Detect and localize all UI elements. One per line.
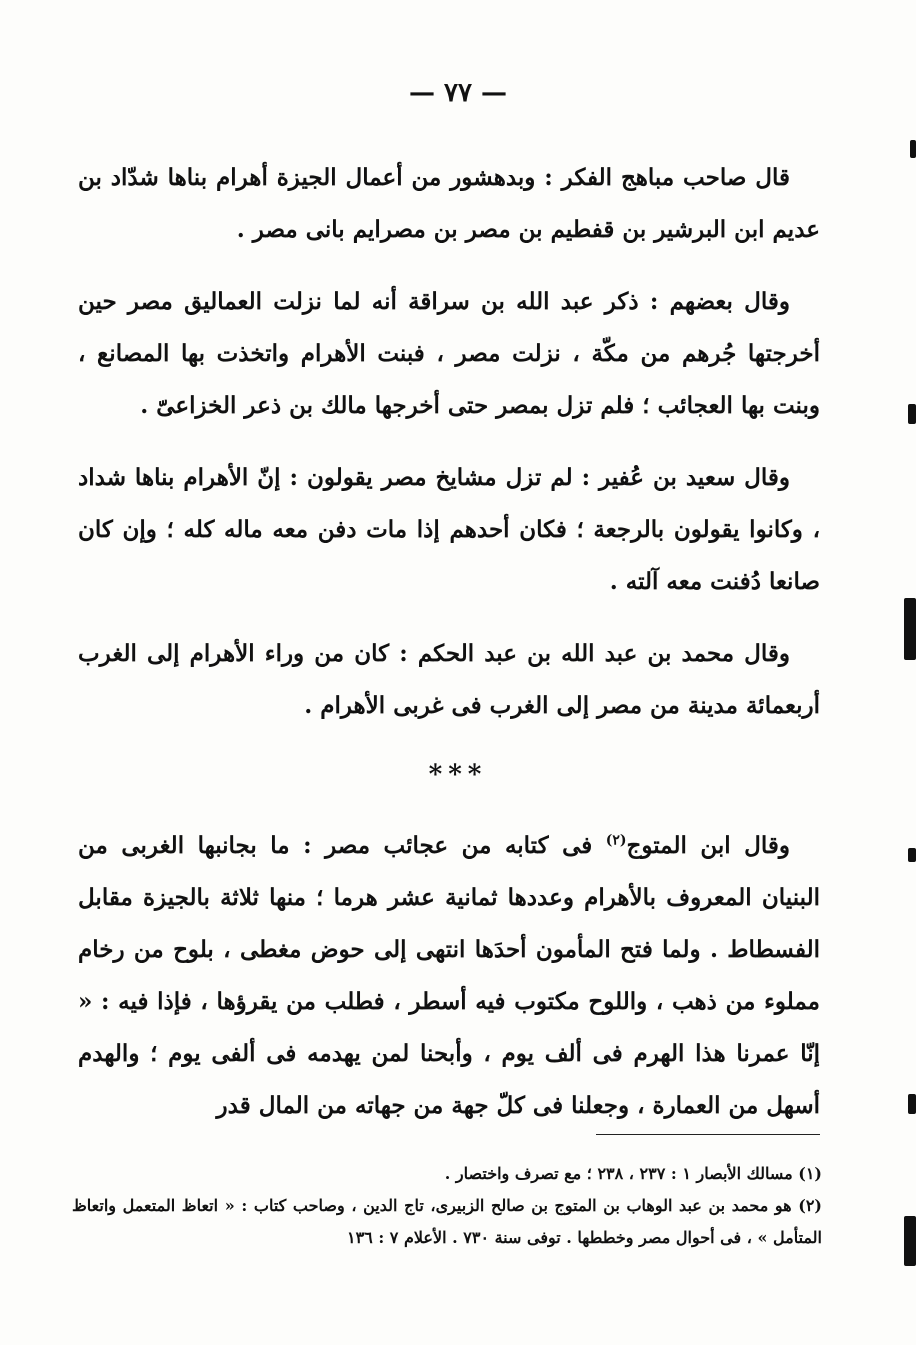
scan-edge-mark xyxy=(908,848,916,862)
section-separator: *** xyxy=(428,760,488,790)
paragraph-ibn-al-mutawwaj xyxy=(78,820,820,1132)
paragraph-said-ibn-ufair: وقال سعيد بن عُفير : لم تزل مشايخ مصر يقولون : إنّ الأهرام بناها شداد ، وكانوا يقولون بالرجعة ؛ فكان أحدهم إذا مات دفن معه ماله كله ؛ وإن كان صانعا دُفنت معه آلته . xyxy=(78,464,820,595)
main-text-section-2 xyxy=(78,820,820,1152)
footnote-divider xyxy=(596,1134,820,1135)
paragraph-rest: فى كتابه من عجائب مصر : ما بجانبها الغربى من البنيان المعروف بالأهرام وعددها ثمانية عشر هرما ؛ منها ثلاثة بالجيزة مقابل الفسطاط . ولما فتح المأمون أحدَها انتهى إلى حوض مغطى ، بلوح من رخام مملوء من ذهب ، واللوح مكتوب فيه أسطر ، فطلب من يقرؤها ، فإذا فيه : « إنّا عمرنا هذا الهرم فى ألف يوم ، وأبحنا لمن يهدمه فى ألفى يوم ؛ والهدم أسهل من العمارة ، وجعلنا فى كلّ جهة من جهاته من المال قدر xyxy=(78,832,820,1119)
scan-edge-mark xyxy=(904,1216,916,1266)
paragraph-ibn-abd-al-hakam: وقال محمد بن عبد الله بن عبد الحكم : كان من وراء الأهرام إلى الغرب أربعمائة مدينة من مصر إلى الغرب فى غربى الأهرام . xyxy=(78,640,820,719)
main-text-section-1 xyxy=(78,152,820,752)
paragraph-amaliq: وقال بعضهم : ذكر عبد الله بن سراقة أنه لما نزلت العماليق مصر حين أخرجتها جُرهم من مكّة ، نزلت مصر ، فبنت الأهرام واتخذت بها المصانع ، وبنت بها العجائب ؛ فلم تزل بمصر حتى أخرجها مالك بن ذعر الخزاعىّ . xyxy=(78,288,820,419)
footnotes xyxy=(72,1158,822,1254)
scan-edge-mark xyxy=(908,404,916,424)
paragraph-mabahij: قال صاحب مباهج الفكر : وبدهشور من أعمال الجيزة أهرام بناها شدّاد بن عديم ابن البرشير بن قفطيم بن مصر بن مصرايم بانى مصر . xyxy=(78,164,820,243)
footnote-reference: (٢) xyxy=(605,832,627,849)
scan-edge-mark xyxy=(908,1094,916,1114)
scan-edge-mark xyxy=(904,598,916,660)
paragraph-lead: وقال ابن المتوج xyxy=(626,832,790,859)
page-number: — ٧٧ — xyxy=(408,78,508,108)
footnote-1: (١) مسالك الأبصار ١ : ٢٣٧ ، ٢٣٨ ؛ مع تصرف واختصار . xyxy=(444,1164,822,1183)
footnote-2: (٢) هو محمد بن عبد الوهاب بن المتوج بن صالح الزبيرى، تاج الدين ، وصاحب كتاب : « اتعاظ المتعمل واتعاظ المتأمل » ، فى أحوال مصر وخططها . توفى سنة ٧٣٠ . الأعلام ٧ : ١٣٦ xyxy=(72,1196,822,1247)
scan-edge-mark xyxy=(910,140,916,158)
